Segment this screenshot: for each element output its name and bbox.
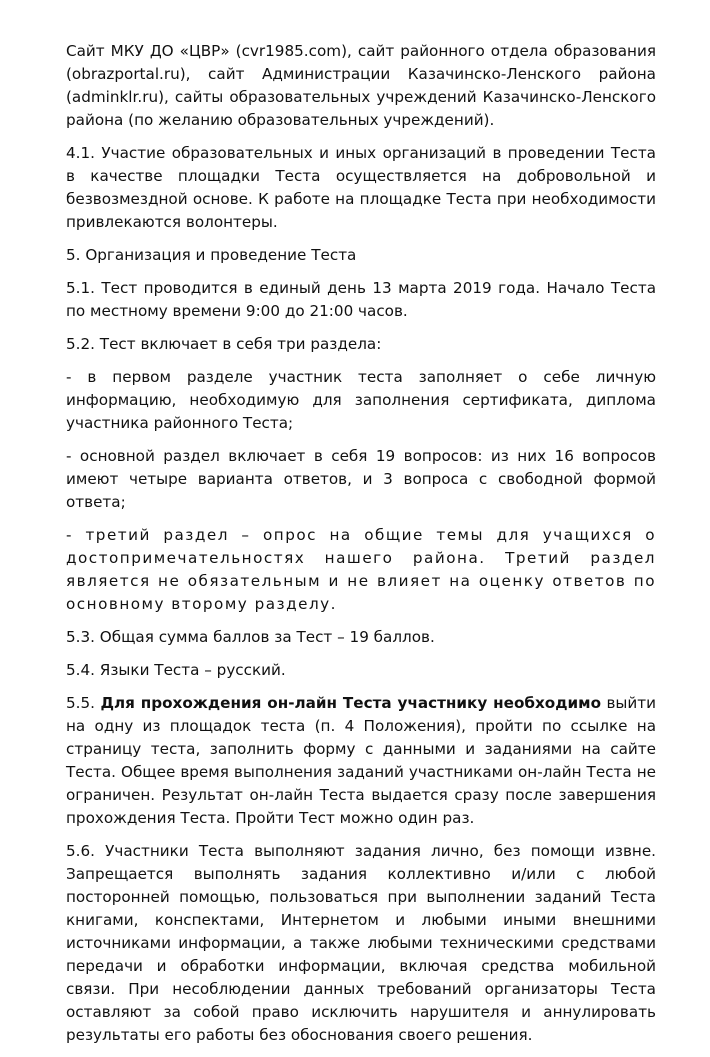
list-item-main-section: - основной раздел включает в себя 19 вопросов: из них 16 вопросов имеют четыре варианта ответов, и 3 вопроса с свободной формой ответа;	[66, 447, 656, 511]
document-page	[66, 40, 656, 1057]
paragraph-5-6: 5.6. Участники Теста выполняют задания лично, без помощи извне. Запрещается выполнять задания коллективно и/или с любой посторонней помощью, пользоваться при выполнении заданий Теста книгами, конспектами, Интернетом и любыми иными внешними источниками информации, а также любыми техническими средствами передачи и обработки информации, включая средства мобильной связи. При несоблюдении данных требований организаторы Теста оставляют за собой право исключить нарушителя и аннулировать результаты его работы без обоснования своего решения.	[66, 842, 656, 1044]
list-item-third-section: - третий раздел – опрос на общие темы для учащихся о достопримечательностях нашего района. Третий раздел является не обязательным и не влияет на оценку ответов по основному второму разделу.	[66, 526, 656, 613]
paragraph-5-4: 5.4. Языки Теста – русский.	[66, 661, 286, 679]
paragraph-5-2: 5.2. Тест включает в себя три раздела:	[66, 335, 382, 353]
paragraph-5-5-bold-phrase: Для прохождения он-лайн Теста участнику необходимо	[100, 694, 602, 712]
paragraph-4-1: 4.1. Участие образовательных и иных организаций в проведении Теста в качестве площадки Теста осуществляется на добровольной и безвозмездной основе. К работе на площадке Теста при необходимости привлекаются волонтеры.	[66, 144, 656, 231]
paragraph-5-3: 5.3. Общая сумма баллов за Тест – 19 баллов.	[66, 628, 435, 646]
paragraph-5-5-text: выйти на одну из площадок теста (п. 4 Положения), пройти по ссылке на страницу теста, заполнить форму с данными и заданиями на сайте Теста. Общее время выполнения заданий участниками он-лайн Теста не ограничен. Результат он-лайн Теста выдается сразу после завершения прохождения Теста. Пройти Тест можно один раз.	[66, 694, 657, 827]
paragraph-5-1: 5.1. Тест проводится в единый день 13 марта 2019 года. Начало Теста по местному времени 9:00 до 21:00 часов.	[66, 279, 656, 320]
list-item-first-section: - в первом разделе участник теста заполняет о себе личную информацию, необходимую для заполнения сертификата, диплома участника районного Теста;	[66, 368, 656, 432]
paragraph-5-5	[66, 692, 656, 830]
paragraph-websites: Сайт МКУ ДО «ЦВР» (cvr1985.com), сайт районного отдела образования (obrazportal.ru), сайт Администрации Казачинско-Ленского района (adminklr.ru), сайты образовательных учреждений Казачинско-Ленского района (по желанию образовательных учреждений).	[66, 42, 656, 129]
paragraph-5-5-number: 5.5.	[66, 694, 101, 712]
section-heading-5: 5. Организация и проведение Теста	[66, 246, 357, 264]
